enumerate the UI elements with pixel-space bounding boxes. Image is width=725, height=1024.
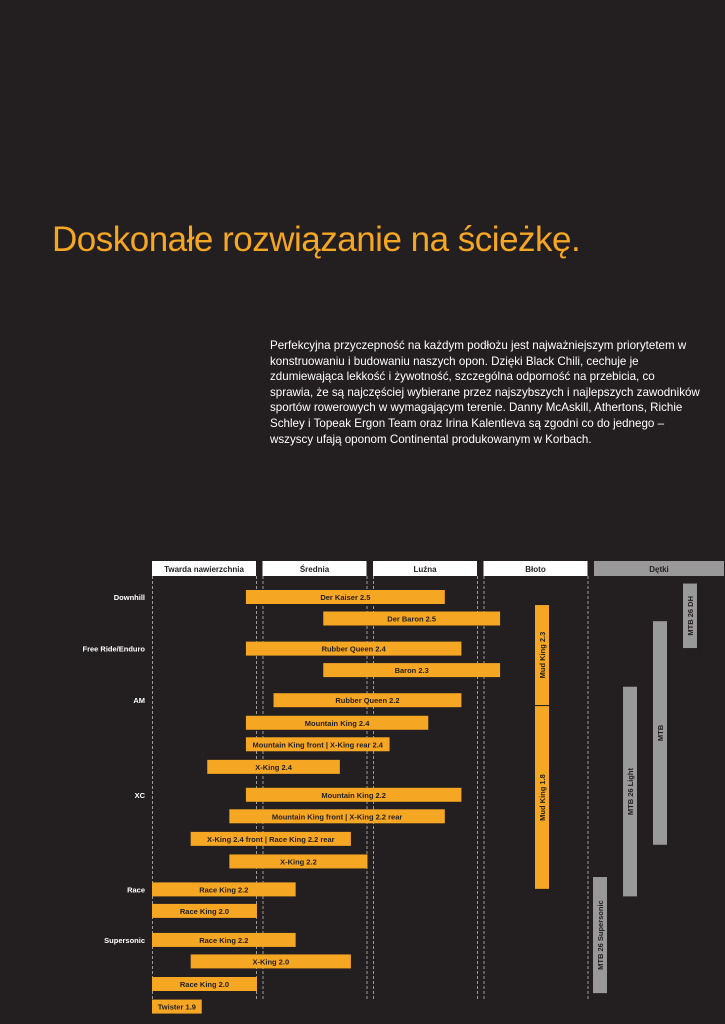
tire-bar-label: Mountain King front | X-King 2.2 rear — [271, 812, 403, 822]
tire-bar-label: Der Baron 2.5 — [387, 614, 437, 624]
tube-label: MTB 26 Light — [626, 768, 635, 816]
column-header-label: Błoto — [525, 564, 546, 574]
mud-tire-label: Mud King 2.3 — [538, 631, 547, 679]
tire-bar-label: Race King 2.0 — [179, 980, 230, 989]
column-header-label: Dętki — [649, 564, 669, 574]
column-header-label: Luźna — [413, 564, 437, 574]
category-label-xc: XC — [134, 790, 145, 800]
tire-bar-label: Race King 2.2 — [199, 885, 249, 895]
column-header-label: Twarda nawierzchnia — [164, 564, 244, 574]
tire-bar-label: Der Kaiser 2.5 — [320, 593, 371, 602]
tube-label: MTB — [656, 724, 665, 742]
tire-bar-label: Mountain King front | X-King rear 2.4 — [252, 740, 383, 750]
category-label-free-ride-enduro: Free Ride/Enduro — [82, 644, 145, 654]
tire-bar-label: X-King 2.2 — [280, 857, 317, 867]
category-label-downhill: Downhill — [113, 593, 145, 602]
page-title: Doskonałe rozwiązanie na ścieżkę. — [52, 220, 581, 259]
tire-bar-label: Baron 2.3 — [394, 666, 429, 676]
tire-bar-label: Twister 1.9 — [157, 1002, 196, 1012]
tire-bar-label: Mountain King 2.4 — [304, 718, 370, 728]
mud-tire-label: Mud King 1.8 — [538, 774, 547, 821]
intro-paragraph: Perfekcyjna przyczepność na każdym podłożu jest najważniejszym priorytetem w konstruowaniu i budowaniu naszych opon. Dzięki Black Chili, cechuje je zdumiewająca lekkość i żywotność, szczególna odporność na przebicia, co sprawia, że są najczęściej wybierane przez najszybszych i najlepszych zawodników sportów rowerowych w wymagającym terenie. Danny McAskill, Athertons, Richie Schley i Topeak Ergon Team oraz Irina Kalentieva są zgodni co do jednego – wszyscy ufają oponom Continental produkowanym w Korbach. — [270, 339, 700, 446]
category-label-supersonic: Supersonic — [104, 935, 145, 945]
column-header-label: Średnia — [299, 564, 330, 574]
tire-bar-label: X-King 2.4 — [255, 762, 292, 772]
category-label-am: AM — [133, 696, 145, 706]
category-label-race: Race — [127, 885, 145, 895]
tire-bar-label: Race King 2.0 — [179, 906, 230, 916]
tire-bar-label: Race King 2.2 — [199, 935, 249, 945]
tube-label: MTB 26 DH — [686, 596, 695, 636]
tire-bar-label: X-King 2.0 — [252, 957, 290, 967]
tire-bar-label: Rubber Queen 2.2 — [335, 696, 400, 706]
tube-label: MTB 26 Supersonic — [596, 900, 605, 970]
tire-bar-label: X-King 2.4 front | Race King 2.2 rear — [207, 834, 335, 844]
tire-bar-label: Rubber Queen 2.4 — [321, 644, 386, 654]
tire-bar-label: Mountain King 2.2 — [321, 790, 386, 800]
